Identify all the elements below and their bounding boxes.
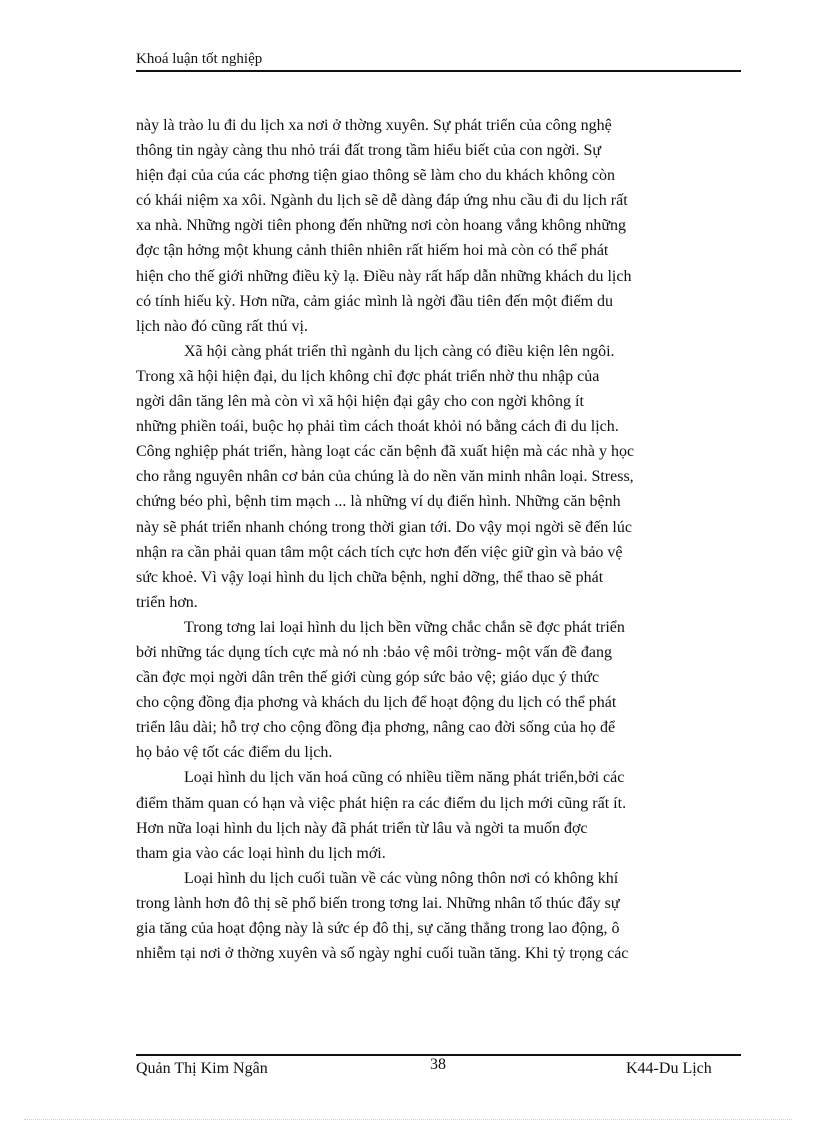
text-line: ngời dân tăng lên mà còn vì xã hội hiện đại gây cho con ngời không ít	[136, 393, 584, 411]
text-line: cho cộng đồng địa phơng và khách du lịch để hoạt động du lịch có thể phát	[136, 694, 617, 712]
page-edge-divider	[24, 1119, 792, 1120]
text-line: này là trào lu đi du lịch xa nơi ở thờng xuyên. Sự phát triển của công nghệ	[136, 117, 612, 134]
text-line: có tính hiếu kỳ. Hơn nữa, cảm giác mình là ngời đầu tiên đến một điểm du	[136, 292, 614, 310]
text-line: Trong xã hội hiện đại, du lịch không chỉ đợc phát triển nhờ thu nhập của	[136, 367, 600, 385]
paragraph-start-line: Loại hình du lịch cuối tuần về các vùng nông thôn nơi có không khí	[184, 869, 619, 887]
text-line: nhiễm tại nơi ở thờng xuyên và số ngày nghỉ cuối tuần tăng. Khi tỷ trọng các	[136, 945, 629, 963]
text-line: lịch nào đó cũng rất thú vị.	[136, 317, 308, 335]
text-line: sức khoẻ. Vì vậy loại hình du lịch chữa bệnh, nghỉ dỡng, thể thao sẽ phát	[136, 568, 604, 586]
text-line: bởi những tác dụng tích cực mà nó nh :bảo vệ môi trờng- một vấn đề đang	[136, 643, 612, 661]
text-line: này sẽ phát triển nhanh chóng trong thời gian tới. Do vậy mọi ngời sẽ đến lúc	[136, 518, 632, 536]
text-line: đợc tận hởng một khung cảnh thiên nhiên rất hiếm hoi mà còn có thể phát	[136, 242, 609, 260]
text-line: thông tin ngày càng thu nhỏ trái đất trong tầm hiểu biết của con ngời. Sự	[136, 142, 602, 160]
text-line: Công nghiệp phát triển, hàng loạt các căn bệnh đã xuất hiện mà các nhà y học	[136, 443, 635, 461]
text-line: cho rằng nguyên nhân cơ bản của chúng là do nền văn minh nhân loại. Stress,	[136, 468, 634, 486]
text-line: có khái niệm xa xôi. Ngành du lịch sẽ dễ dàng đáp ứng nhu cầu đi du lịch rất	[136, 192, 628, 210]
footer-course: K44-Du Lịch	[626, 1060, 712, 1077]
header-title: Khoá luận tốt nghiệp	[136, 51, 263, 67]
paragraph-start-line: Loại hình du lịch văn hoá cũng có nhiều tiềm năng phát triển,bởi các	[184, 769, 625, 787]
text-line: triển lâu dài; hỗ trợ cho cộng đồng địa phơng, nâng cao đời sống của họ để	[136, 719, 616, 737]
text-line: tham gia vào các loại hình du lịch mới.	[136, 844, 386, 862]
footer-author: Quản Thị Kim Ngân	[136, 1060, 268, 1077]
page-header	[136, 50, 741, 72]
text-line: nhận ra cần phải quan tâm một cách tích cực hơn đến việc giữ gìn và bảo vệ	[136, 543, 623, 561]
page-number: 38	[430, 1056, 446, 1073]
text-line: những phiền toái, buộc họ phải tìm cách thoát khỏi nó bằng cách đi du lịch.	[136, 418, 619, 436]
text-line: gia tăng của hoạt động này là sức ép đô thị, sự căng thẳng trong lao động, ô	[136, 920, 620, 937]
text-line: Hơn nữa loại hình du lịch này đã phát triển từ lâu và ngời ta muốn đợc	[136, 819, 588, 837]
text-line: hiện cho thế giới những điều kỳ lạ. Điều này rất hấp dẫn những khách du lịch	[136, 267, 632, 285]
text-line: triển hơn.	[136, 593, 198, 611]
text-line: điểm thăm quan có hạn và việc phát hiện ra các điểm du lịch mới cũng rất ít.	[136, 794, 627, 812]
text-line: xa nhà. Những ngời tiên phong đến những nơi còn hoang vắng không những	[136, 217, 626, 235]
text-line: họ bảo vệ tốt các điểm du lịch.	[136, 744, 333, 762]
text-line: hiện đại của cúa các phơng tiện giao thông sẽ làm cho du khách không còn	[136, 167, 615, 185]
text-line: chứng béo phì, bệnh tim mạch ... là những ví dụ điển hình. Những căn bệnh	[136, 493, 621, 511]
paragraph-start-line: Trong tơng lai loại hình du lịch bền vững chắc chắn sẽ đợc phát triển	[184, 618, 625, 636]
text-line: trong lành hơn đô thị sẽ phổ biến trong tơng lai. Những nhân tố thúc đẩy sự	[136, 894, 620, 912]
body-text	[136, 113, 732, 966]
paragraph-start-line: Xã hội càng phát triển thì ngành du lịch càng có điều kiện lên ngôi.	[184, 342, 615, 360]
text-line: cần đợc mọi ngời dân trên thế giới cùng góp sức bảo vệ; giáo dục ý thức	[136, 669, 600, 687]
